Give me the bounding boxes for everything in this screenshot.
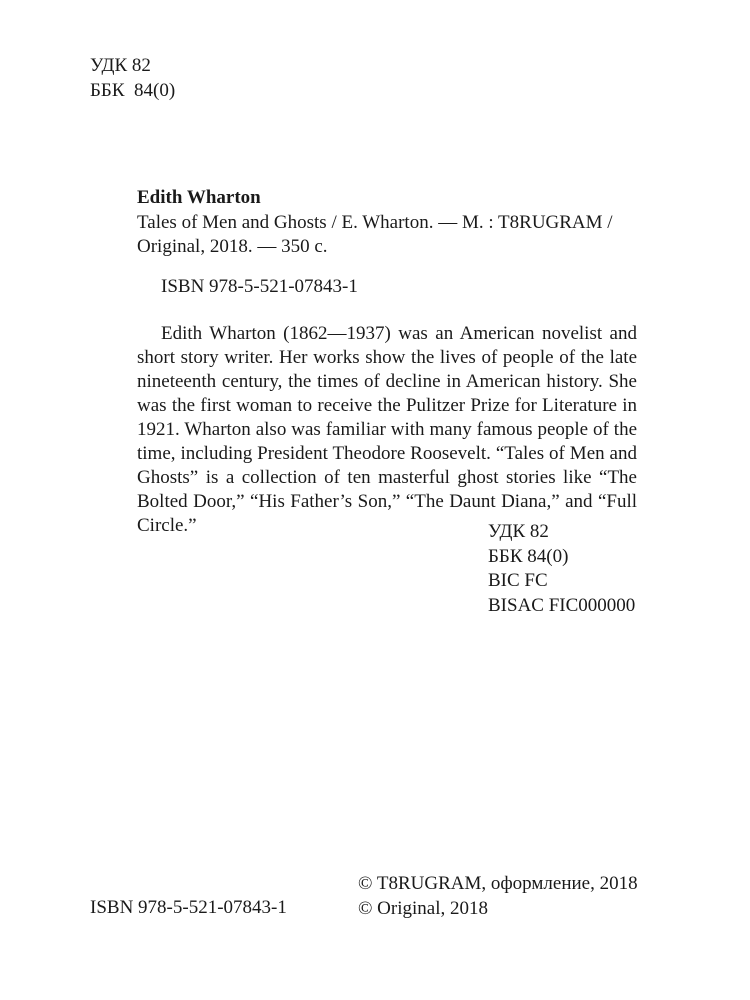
copyright-line-1: © T8RUGRAM, оформление, 2018 [358, 873, 638, 894]
bic-code: BIC FC [488, 570, 548, 591]
right-classification-codes [488, 520, 635, 618]
bisac-code: BISAC FIC000000 [488, 594, 636, 616]
isbn-bottom: ISBN 978-5-521-07843-1 [90, 897, 287, 918]
abstract [137, 322, 637, 538]
copyright-block [358, 872, 638, 921]
top-classification-codes [90, 54, 175, 103]
bbk-code-right: ББК 84(0) [488, 545, 569, 567]
isbn-middle: ISBN 978-5-521-07843-1 [161, 276, 358, 297]
abstract-text: Edith Wharton (1862—1937) was an American novelist and short story writer. Her works show the lives of people of the late nineteenth century, the times of decline in American history. She was the first woman to receive the Pulitzer Prize for Literature in 1921. Wharton also was familiar with many famous people of the time, including President Theodore Roosevelt. “Tales of Men and Ghosts” is a collection of ten masterful ghost stories like “The Bolted Door,” “His Father’s Son,” “The Daunt Diana,” and “Full Circle.” [137, 323, 637, 536]
biblio-line-1: Tales of Men and Ghosts / E. Wharton. — M. : T8RUGRAM / [137, 212, 613, 233]
udk-code: УДК 82 [90, 55, 151, 76]
bbk-code: ББК 84(0) [90, 79, 176, 101]
copyright-line-2: © Original, 2018 [358, 897, 489, 919]
author-name: Edith Wharton [137, 187, 261, 208]
biblio-line-2: Original, 2018. — 350 c. [137, 236, 328, 257]
bibliographic-record [137, 211, 637, 259]
udk-code-right: УДК 82 [488, 521, 549, 542]
